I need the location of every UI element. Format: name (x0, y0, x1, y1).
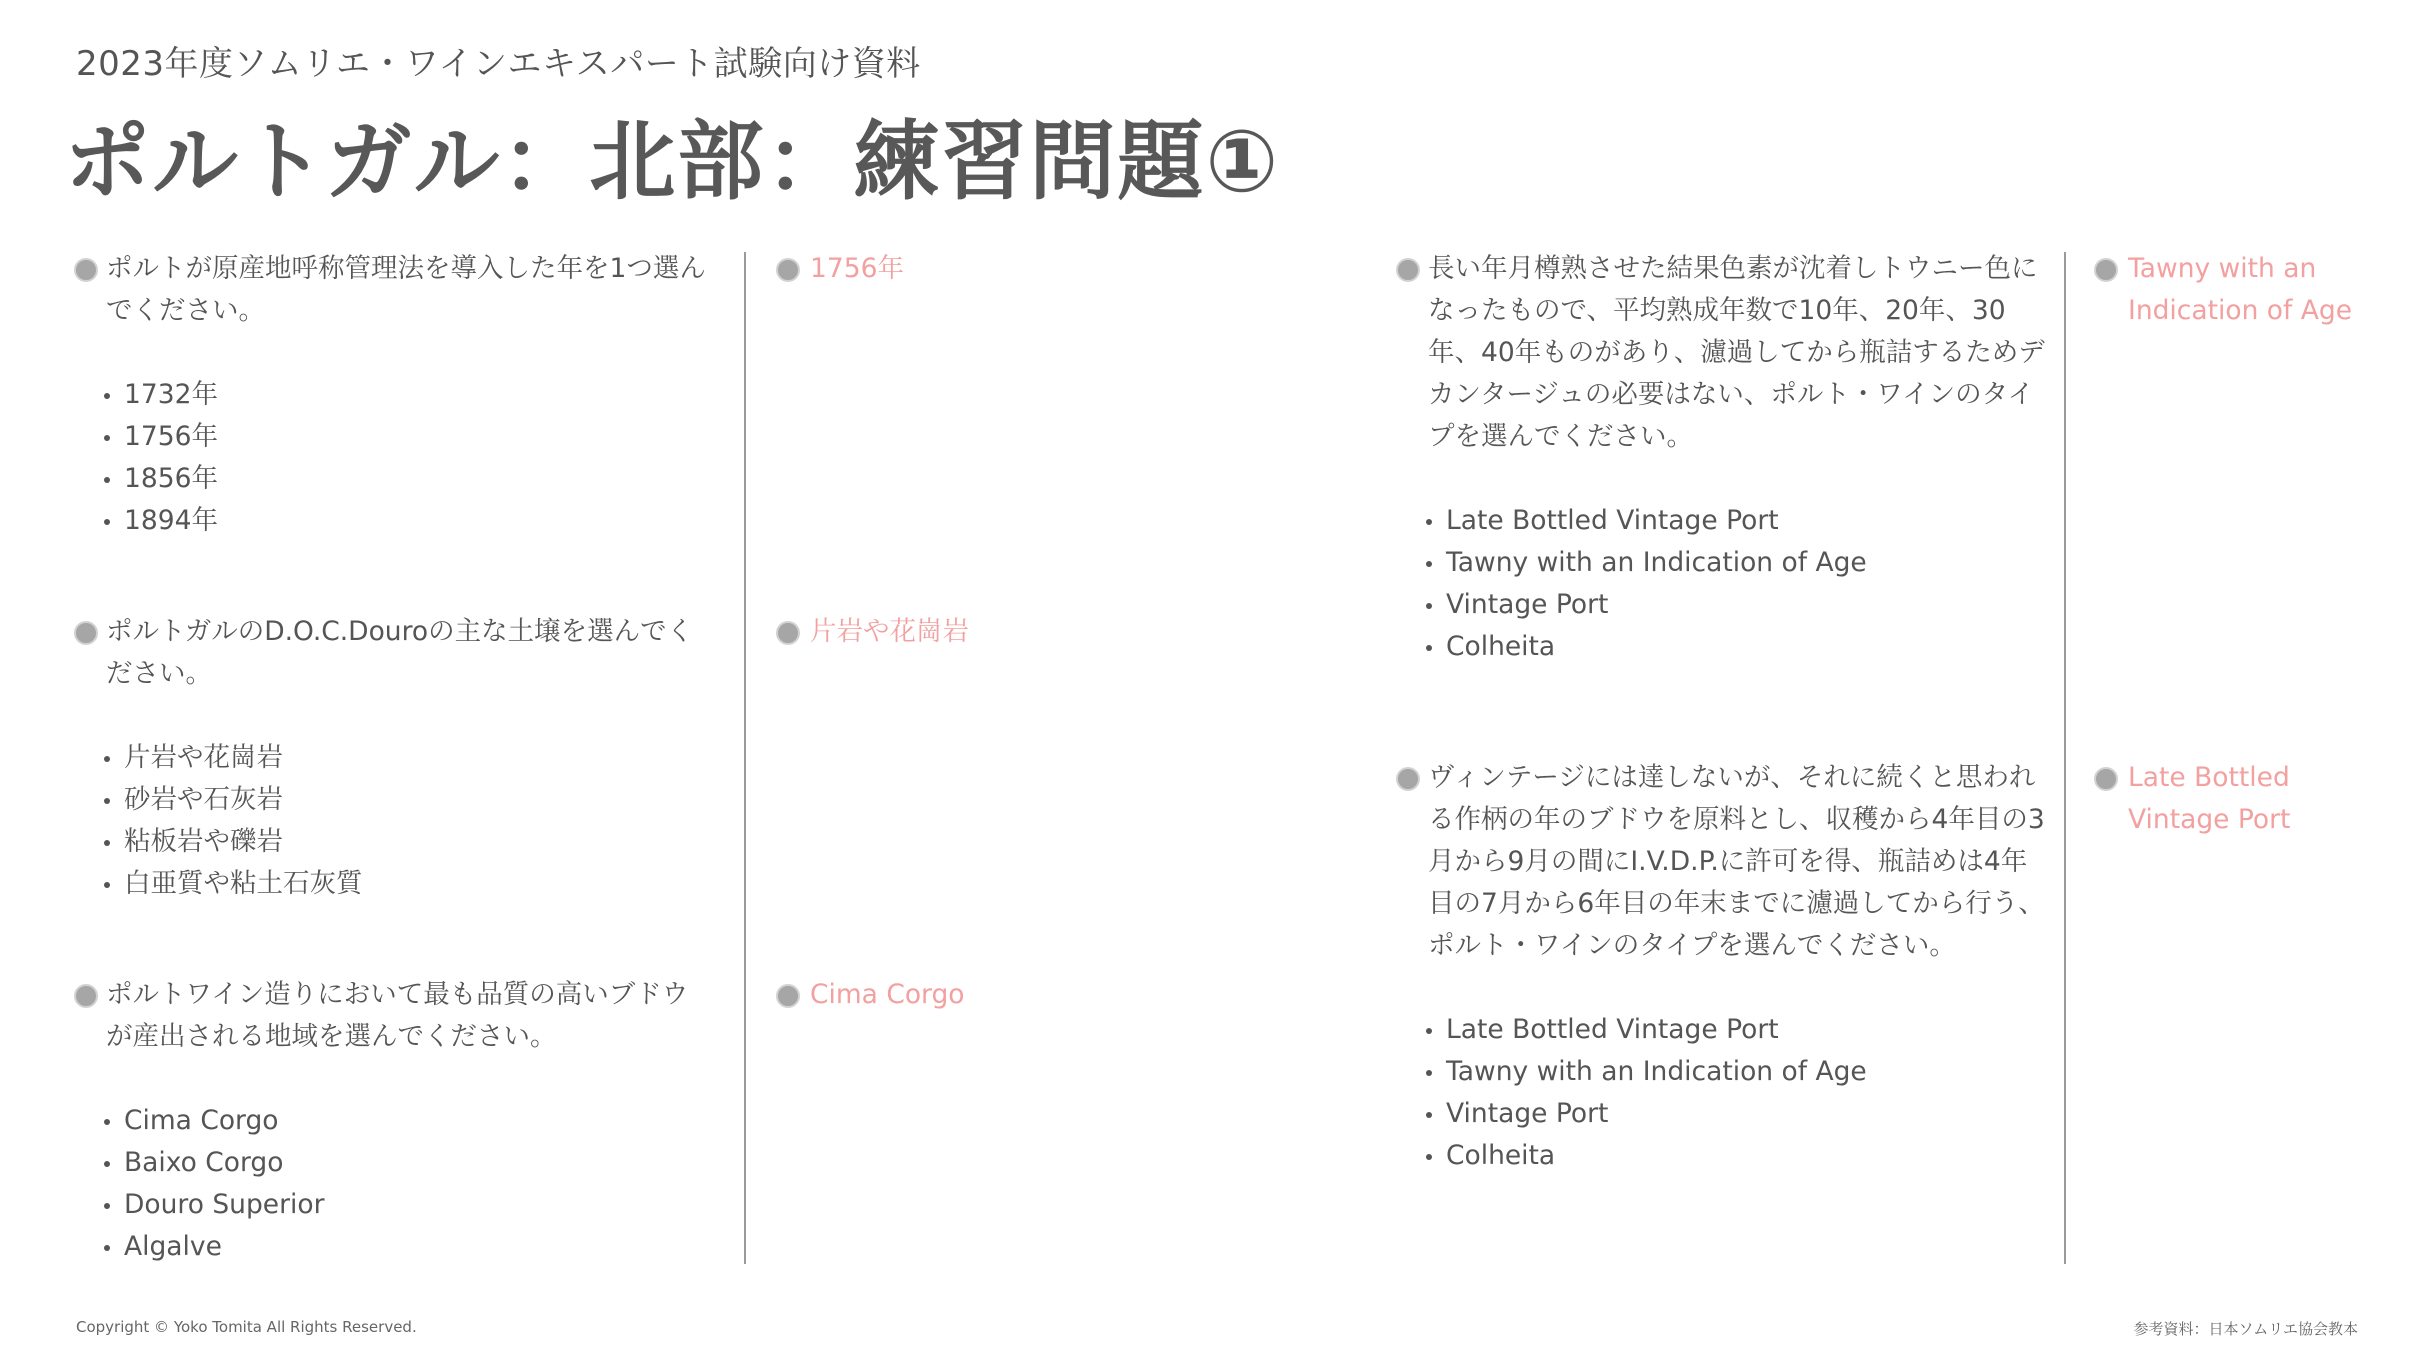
copyright-text: Copyright © Yoko Tomita All Rights Reserved. (76, 1318, 417, 1336)
circle-bullet-icon (1396, 767, 1420, 791)
option-list (1398, 1009, 2048, 1177)
reference-text: 参考資料：日本ソムリエ協会教本 (2133, 1320, 2358, 1338)
question-block (1398, 248, 2048, 668)
option-item: 片岩や花崗岩 (104, 737, 706, 779)
answer-text: Cima Corgo (776, 974, 1370, 1016)
question-text: ヴィンテージには達しないが、それに続くと思われる作柄の年のブドウを原料とし、収穫から4年目の3月から9月の間にI.V.D.P.に許可を得、瓶詰めは4年目の7月から6年目の年末までに濾過してから行う、ポルト・ワインのタイプを選んでください。 (1398, 757, 2048, 967)
question-block (76, 248, 706, 542)
option-item: 砂岩や石灰岩 (104, 779, 706, 821)
option-list (76, 1100, 706, 1268)
option-item: Vintage Port (1426, 584, 2048, 626)
option-item: Cima Corgo (104, 1100, 706, 1142)
answer-text: Tawny with an Indication of Age (2094, 248, 2398, 332)
circle-bullet-icon (74, 984, 98, 1008)
option-item: Vintage Port (1426, 1093, 2048, 1135)
answer-text: 1756年 (776, 248, 1370, 290)
circle-bullet-icon (2094, 258, 2118, 282)
option-item: Late Bottled Vintage Port (1426, 500, 2048, 542)
option-item: 1856年 (104, 458, 706, 500)
answer-text: Late Bottled Vintage Port (2094, 757, 2398, 841)
page-title: ポルトガル：北部：練習問題① (64, 112, 1281, 212)
question-block (1398, 757, 2048, 1177)
option-item: Tawny with an Indication of Age (1426, 542, 2048, 584)
circle-bullet-icon (776, 258, 800, 282)
option-list (1398, 500, 2048, 668)
option-item: 1756年 (104, 416, 706, 458)
option-item: Tawny with an Indication of Age (1426, 1051, 2048, 1093)
circle-bullet-icon (776, 984, 800, 1008)
circle-bullet-icon (776, 621, 800, 645)
option-item: Colheita (1426, 626, 2048, 668)
question-text: ポルトが原産地呼称管理法を導入した年を1つ選んでください。 (76, 248, 706, 332)
option-item: Algalve (104, 1226, 706, 1268)
option-item: 1894年 (104, 500, 706, 542)
question-text: ポルトガルのD.O.C.Douroの主な土壌を選んでください。 (76, 611, 706, 695)
option-item: 粘板岩や礫岩 (104, 821, 706, 863)
question-block (76, 974, 706, 1268)
circle-bullet-icon (74, 621, 98, 645)
question-block (76, 611, 706, 905)
option-item: 白亜質や粘土石灰質 (104, 863, 706, 905)
option-item: Late Bottled Vintage Port (1426, 1009, 2048, 1051)
option-item: 1732年 (104, 374, 706, 416)
page-subtitle: 2023年度ソムリエ・ワインエキスパート試験向け資料 (76, 44, 921, 84)
option-item: Colheita (1426, 1135, 2048, 1177)
option-list (76, 737, 706, 905)
column-divider (744, 252, 746, 1264)
question-text: ポルトワイン造りにおいて最も品質の高いブドウが産出される地域を選んでください。 (76, 974, 706, 1058)
circle-bullet-icon (2094, 767, 2118, 791)
option-item: Baixo Corgo (104, 1142, 706, 1184)
option-item: Douro Superior (104, 1184, 706, 1226)
circle-bullet-icon (74, 258, 98, 282)
option-list (76, 374, 706, 542)
question-text: 長い年月樽熟させた結果色素が沈着しトウニー色になったもので、平均熟成年数で10年、20年、30年、40年ものがあり、濾過してから瓶詰するためデカンタージュの必要はない、ポルト・ワインのタイプを選んでください。 (1398, 248, 2048, 458)
answer-text: 片岩や花崗岩 (776, 611, 1370, 653)
column-divider (2064, 252, 2066, 1264)
circle-bullet-icon (1396, 258, 1420, 282)
